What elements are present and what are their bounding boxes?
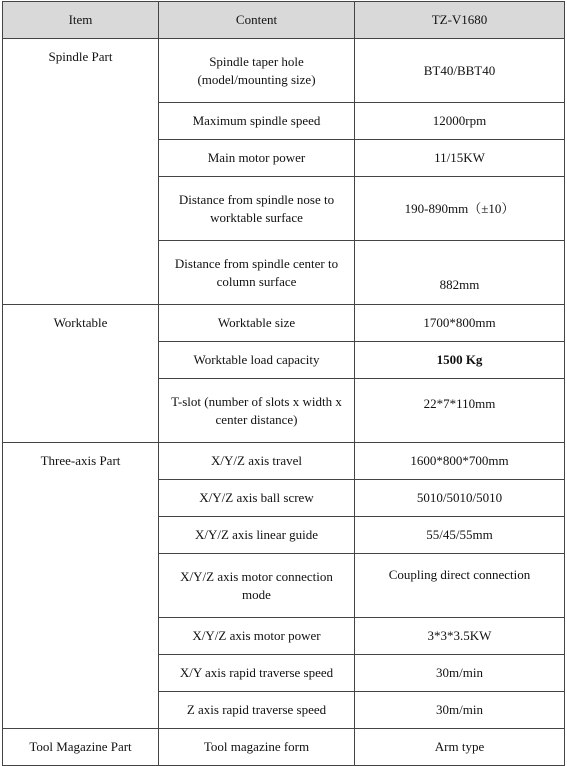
group-tool-magazine-part: Tool Magazine Part xyxy=(3,729,159,766)
spec-value: 11/15KW xyxy=(355,140,565,177)
header-model: TZ-V1680 xyxy=(355,2,565,39)
spec-value: 190-890mm（±10） xyxy=(355,177,565,241)
group-spindle-part: Spindle Part xyxy=(3,39,159,305)
spec-value: Arm type xyxy=(355,729,565,766)
spec-name: Tool magazine form xyxy=(159,729,355,766)
spec-value: 1600*800*700mm xyxy=(355,443,565,480)
spec-name: X/Y/Z axis linear guide xyxy=(159,517,355,554)
spec-table xyxy=(2,1,565,766)
spec-value: 22*7*110mm xyxy=(355,379,565,443)
header-row xyxy=(3,2,565,39)
spec-name: Worktable load capacity xyxy=(159,342,355,379)
group-worktable: Worktable xyxy=(3,305,159,443)
table-row xyxy=(3,305,565,342)
spec-name: Distance from spindle center to column surface xyxy=(159,241,355,305)
spec-value: BT40/BBT40 xyxy=(355,39,565,103)
spec-name: X/Y/Z axis motor power xyxy=(159,618,355,655)
spec-value: 1500 Kg xyxy=(355,342,565,379)
spec-name: X/Y axis rapid traverse speed xyxy=(159,655,355,692)
spec-value: 5010/5010/5010 xyxy=(355,480,565,517)
group-three-axis-part: Three-axis Part xyxy=(3,443,159,729)
spec-name: X/Y/Z axis ball screw xyxy=(159,480,355,517)
spec-value: Coupling direct connection xyxy=(355,554,565,618)
spec-name: Spindle taper hole (model/mounting size) xyxy=(159,39,355,103)
spec-name: Distance from spindle nose to worktable surface xyxy=(159,177,355,241)
spec-value: 3*3*3.5KW xyxy=(355,618,565,655)
table-row xyxy=(3,729,565,766)
spec-name: X/Y/Z axis travel xyxy=(159,443,355,480)
spec-name: X/Y/Z axis motor connection mode xyxy=(159,554,355,618)
spec-name: Worktable size xyxy=(159,305,355,342)
spec-value: 12000rpm xyxy=(355,103,565,140)
spec-value: 30m/min xyxy=(355,655,565,692)
header-item: Item xyxy=(3,2,159,39)
spec-value: 30m/min xyxy=(355,692,565,729)
table-row xyxy=(3,39,565,103)
spec-name: T-slot (number of slots x width x center distance) xyxy=(159,379,355,443)
spec-name: Main motor power xyxy=(159,140,355,177)
spec-name: Maximum spindle speed xyxy=(159,103,355,140)
header-content: Content xyxy=(159,2,355,39)
spec-value: 882mm xyxy=(355,241,565,305)
spec-value: 55/45/55mm xyxy=(355,517,565,554)
spec-value: 1700*800mm xyxy=(355,305,565,342)
table-row xyxy=(3,443,565,480)
spec-name: Z axis rapid traverse speed xyxy=(159,692,355,729)
